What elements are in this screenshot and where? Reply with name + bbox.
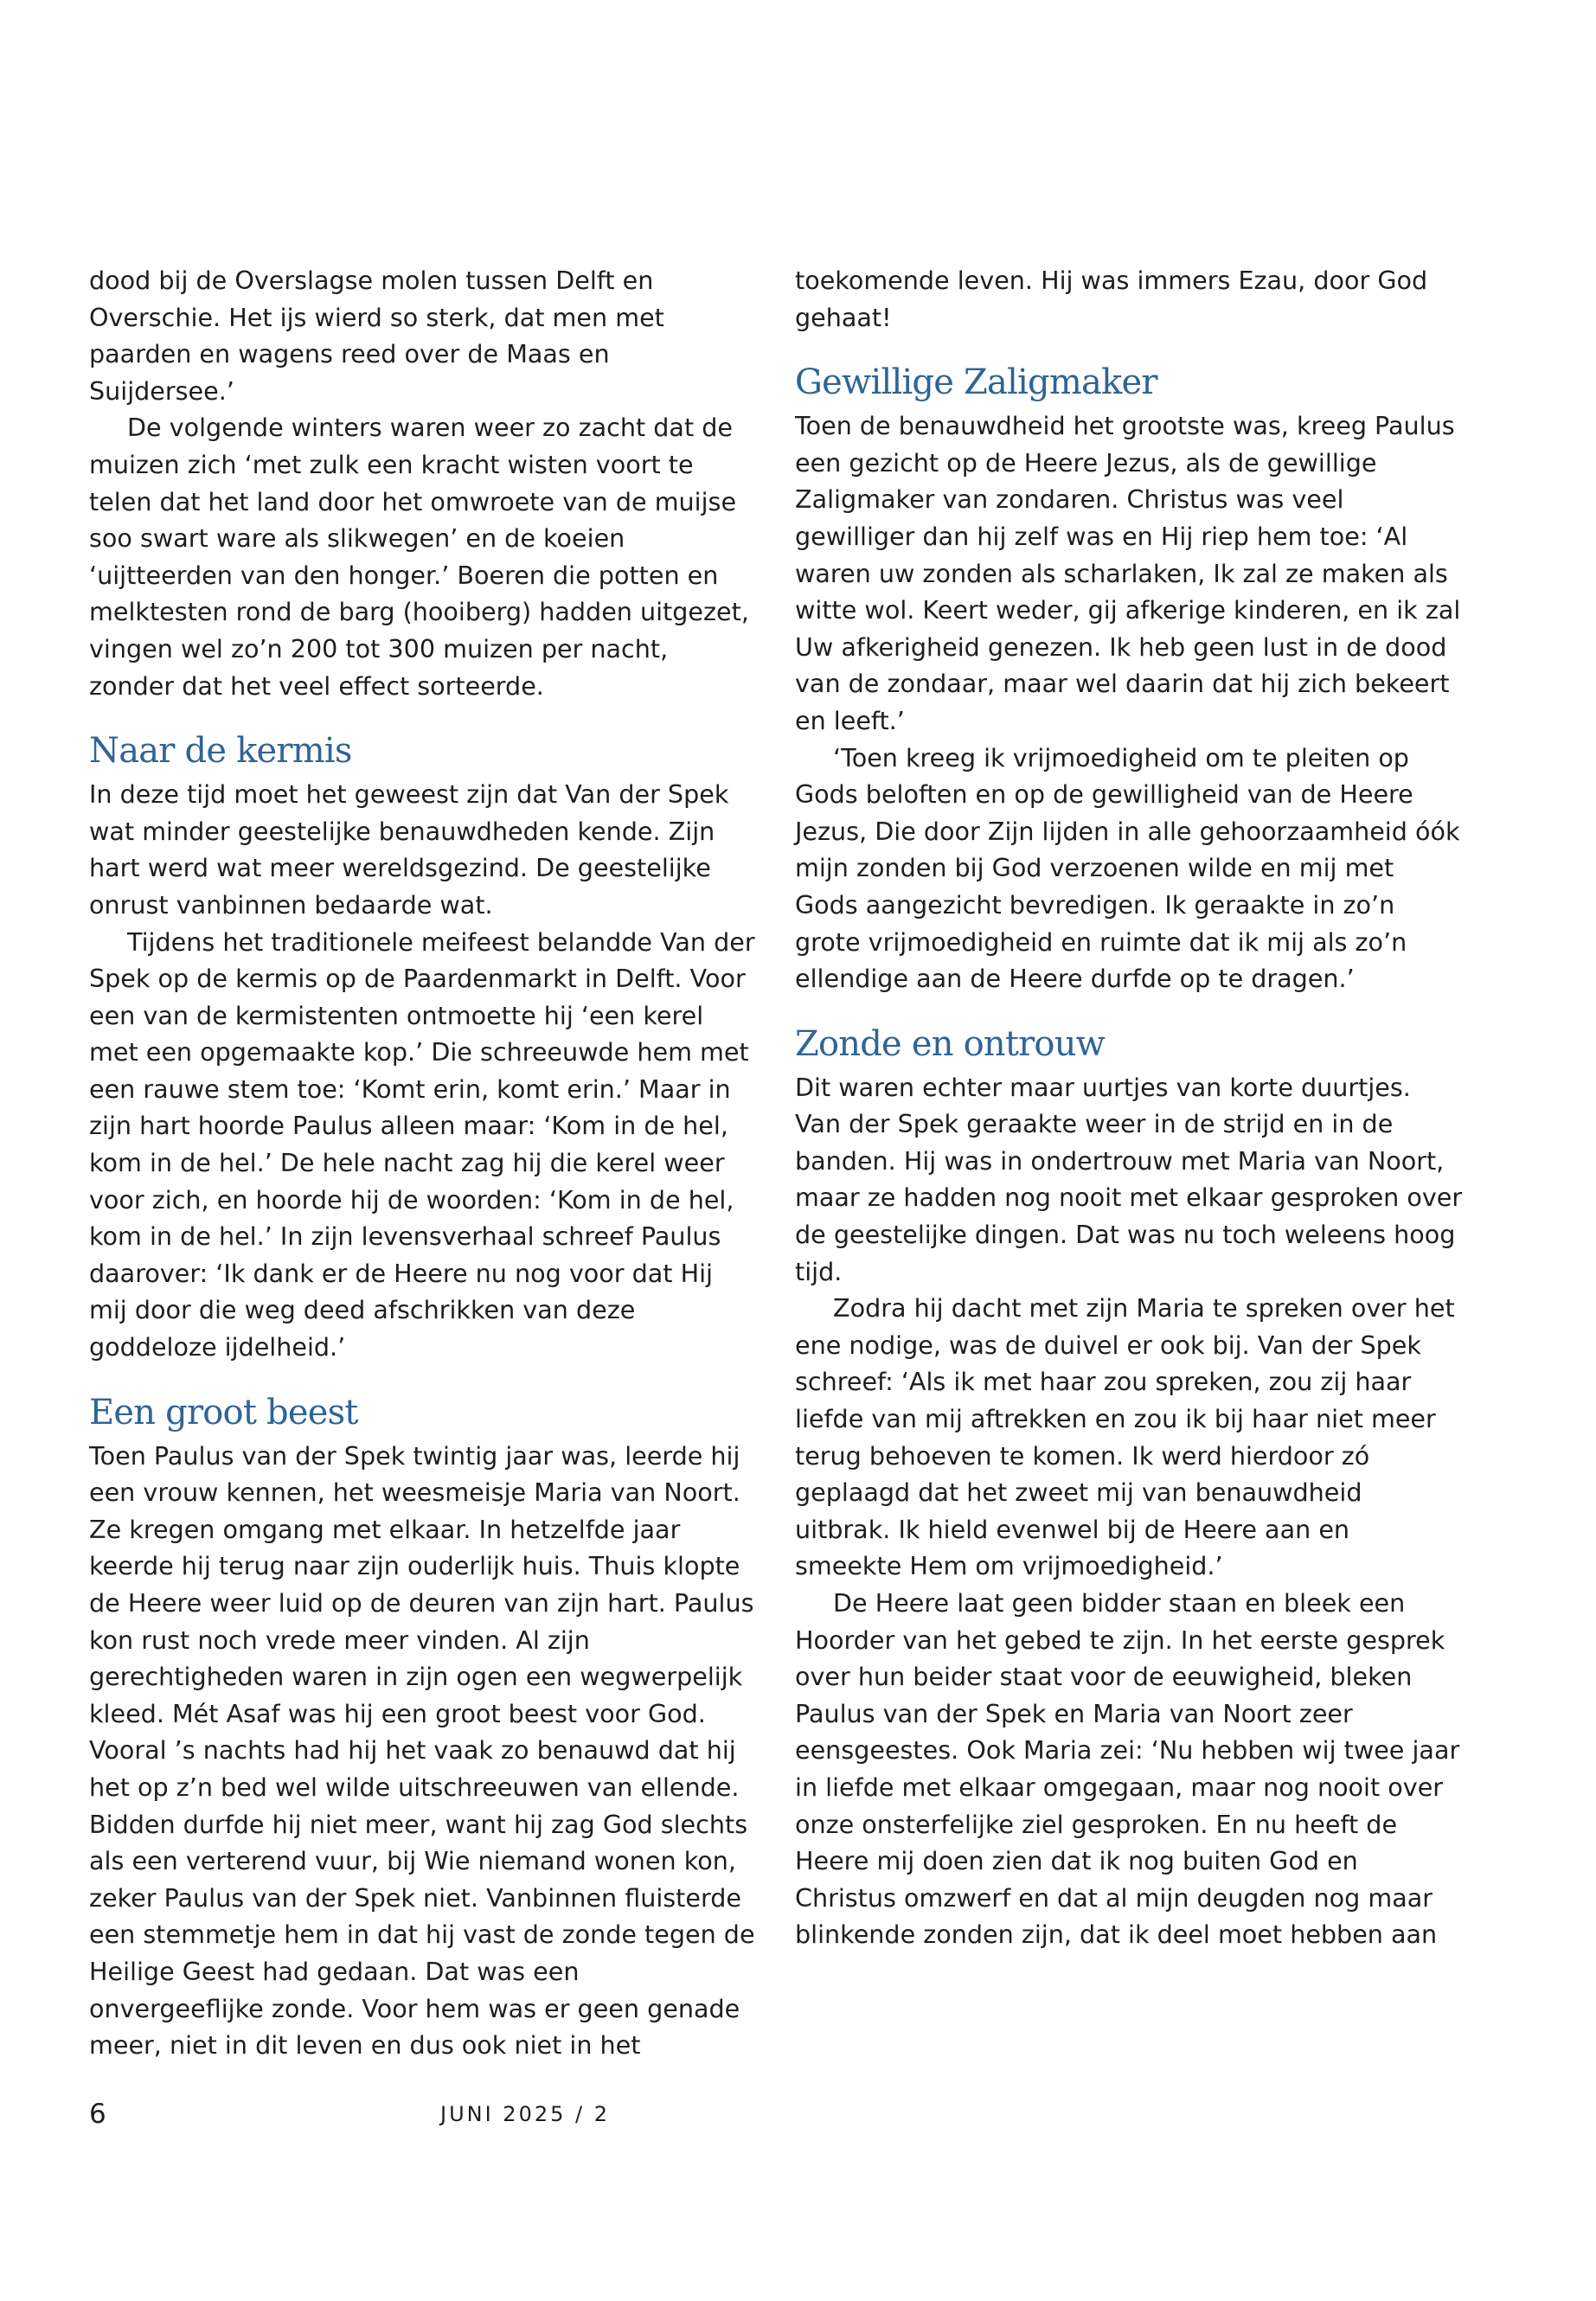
- body-paragraph: Tijdens het traditionele meifeest belandde Van der Spek op de kermis op de Paardenmarkt in Delft. Voor een van de kermistenten ontmoette hij ‘een kerel met een opgemaakte kop.’ Die schreeuwde hem met een rauwe stem toe: ‘Komt erin, komt erin.’ Maar in zijn hart hoorde Paulus alleen maar: ‘Kom in de hel, kom in de hel.’ De hele nacht zag hij die kerel weer voor zich, en hoorde hij de woorden: ‘Kom in de hel, kom in de hel.’ In zijn levensverhaal schreef Paulus daarover: ‘Ik dank er de Heere nu nog voor dat Hij mij door die weg deed afschrikken van deze goddeloze ijdelheid.’: [89, 926, 755, 1362]
- body-paragraph: De Heere laat geen bidder staan en bleek een Hoorder van het gebed te zijn. In het eerste gesprek over hun beider staat voor de eeuwigheid, bleken Paulus van der Spek en Maria van Noort zeer eensgeestes. Ook Maria zei: ‘Nu hebben wij twee jaar in liefde met elkaar omgegaan, maar nog nooit over onze onsterfelijke ziel gesproken. En nu heeft de Heere mij doen zien dat ik nog buiten God en Christus omzwerf en dat al mijn deugden nog maar blinkende zonden zijn, dat ik deel moet hebben aan: [795, 1588, 1460, 1950]
- body-paragraph: ‘Toen kreeg ik vrijmoedigheid om te pleiten op Gods beloften en op de gewilligheid van de Heere Jezus, Die door Zijn lijden in alle gehoorzaamheid óók mijn zonden bij God verzoenen wilde en mij met Gods aangezicht bevredigen. Ik geraakte in zo’n grote vrijmoedigheid en ruimte dat ik mij als zo’n ellendige aan de Heere durfde op te dragen.’: [795, 742, 1460, 994]
- body-paragraph: dood bij de Overslagse molen tussen Delft en Overschie. Het ijs wierd so sterk, dat men met paarden en wagens reed over de Maas en Suijdersee.’: [89, 266, 664, 406]
- page-number: 6: [89, 2099, 106, 2130]
- section-heading-zonde-en-ontrouw: Zonde en ontrouw: [795, 1023, 1106, 1064]
- left-column: [89, 262, 757, 2064]
- body-paragraph: Toen Paulus van der Spek twintig jaar was, leerde hij een vrouw kennen, het weesmeisje Maria van Noort. Ze kregen omgang met elkaar. In hetzelfde jaar keerde hij terug naar zijn ouderlijk huis. Thuis klopte de Heere weer luid op de deuren van zijn hart. Paulus kon rust noch vrede meer vinden. Al zijn gerechtigheden waren in zijn ogen een wegwerpelijk kleed. Mét Asaf was hij een groot beest voor God. Vooral ’s nachts had hij het vaak zo benauwd dat hij het op z’n bed wel wilde uitschreeuwen van ellende. Bidden durfde hij niet meer, want hij zag God slechts als een verterend vuur, bij Wie niemand wonen kon, zeker Paulus van der Spek niet. Vanbinnen fluisterde een stemmetje hem in dat hij vast de zonde tegen de Heilige Geest had gedaan. Dat was een onvergeeflijke zonde. Voor hem was er geen genade meer, niet in dit leven en dus ook niet in het: [89, 1440, 755, 2061]
- body-paragraph: toekomende leven. Hij was immers Ezau, door God gehaat!: [795, 266, 1428, 332]
- issue-label: JUNI 2025 / 2: [440, 2102, 610, 2126]
- section-heading-een-groot-beest: Een groot beest: [89, 1392, 358, 1433]
- body-paragraph: In deze tijd moet het geweest zijn dat Van der Spek wat minder geestelijke benauwdheden kende. Zijn hart werd wat meer wereldsgezind. De geestelijke onrust vanbinnen bedaarde wat.: [89, 779, 729, 920]
- body-paragraph: De volgende winters waren weer zo zacht dat de muizen zich ‘met zulk een kracht wisten voort te telen dat het land door het omwroete van de muijse soo swart ware als slikwegen’ en de koeien ‘uijtteerden van den honger.’ Boeren die potten en melktesten rond de barg (hooiberg) hadden uitgezet, vingen wel zo’n 200 tot 300 muizen per nacht, zonder dat het veel effect sorteerde.: [89, 413, 749, 701]
- body-paragraph: Zodra hij dacht met zijn Maria te spreken over het ene nodige, was de duivel er ook bij. Van der Spek schreef: ‘Als ik met haar zou spreken, zou zij haar liefde van mij aftrekken en zou ik bij haar niet meer terug behoeven te komen. Ik werd hierdoor zó geplaagd dat het zweet mij van benauwdheid uitbrak. Ik hield evenwel bij de Heere aan en smeekte Hem om vrijmoedigheid.’: [795, 1293, 1455, 1581]
- section-heading-gewillige-zaligmaker: Gewillige Zaligmaker: [795, 362, 1157, 403]
- section-heading-naar-de-kermis: Naar de kermis: [89, 731, 352, 772]
- body-paragraph: Dit waren echter maar uurtjes van korte duurtjes. Van der Spek geraakte weer in de strijd en in de banden. Hij was in ondertrouw met Maria van Noort, maar ze hadden nog nooit met elkaar gesproken over de geestelijke dingen. Dat was nu toch weleens hoog tijd.: [795, 1072, 1463, 1286]
- body-paragraph: Toen de benauwdheid het grootste was, kreeg Paulus een gezicht op de Heere Jezus, als de gewillige Zaligmaker van zondaren. Christus was veel gewilliger dan hij zelf was en Hij riep hem toe: ‘Al waren uw zonden als scharlaken, Ik zal ze maken als witte wol. Keert weder, gij afkerige kinderen, en ik zal Uw afkerigheid genezen. Ik heb geen lust in de dood van de zondaar, maar wel daarin dat hij zich bekeert en leeft.’: [795, 411, 1461, 735]
- right-column: [795, 262, 1463, 1953]
